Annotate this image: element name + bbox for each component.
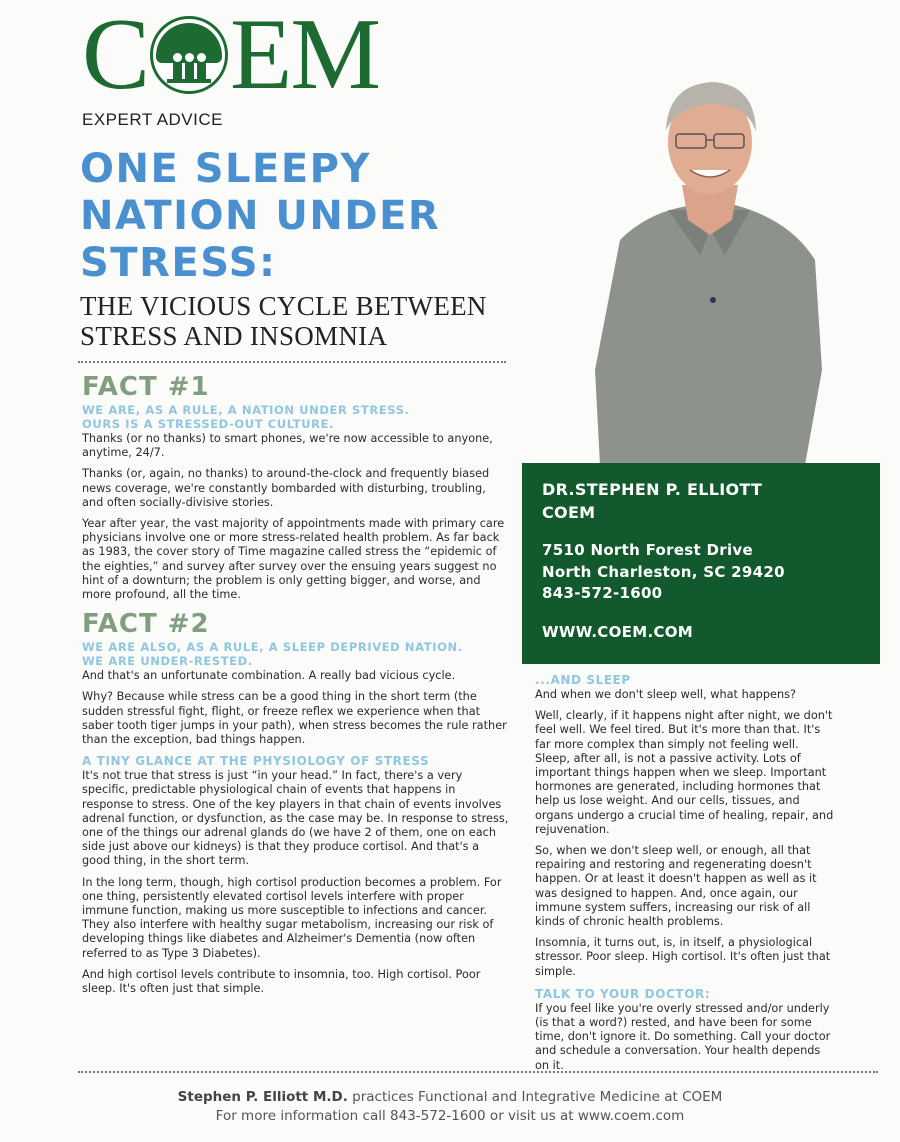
footer-line-1 (0, 1088, 900, 1107)
section-label: EXPERT ADVICE (82, 110, 223, 129)
paragraph: Why? Because while stress can be a good thing in the short term (the sudden stressful fight, flight, or freeze reflex we experience when that saber tooth tiger jumps in your path), when stress becomes the rule rather than the exception, bad things happen. (82, 690, 507, 747)
doctor-name: DR.STEPHEN P. ELLIOTT (542, 480, 763, 499)
fact2-heading: FACT #2 (82, 609, 210, 640)
kicker-line: WE ARE, AS A RULE, A NATION UNDER STRESS. (82, 403, 410, 417)
subtitle-line: THE VICIOUS CYCLE BETWEEN (80, 291, 487, 321)
address (542, 540, 860, 605)
doctor-portrait-photo (590, 70, 830, 465)
paragraph: So, when we don't sleep well, or enough, all that repairing and restoring and regenerating doesn't happen. Or at least it doesn't happen as well as it was designed to happen. And, once again, our immune system suffers, increasing our risk of all kinds of chronic health problems. (535, 844, 817, 929)
paragraph: And when we don't sleep well, what happens? (535, 688, 796, 701)
paragraph: Thanks (or no thanks) to smart phones, we're now accessible to anyone, anytime, 24/7. (82, 432, 493, 460)
title-line: ONE SLEEPY (80, 146, 371, 192)
organization-name: COEM (542, 503, 596, 522)
title-line: STRESS: (80, 240, 277, 286)
phone-number: 843-572-1600 (542, 584, 663, 602)
doctor-heading: TALK TO YOUR DOCTOR: (535, 986, 711, 1001)
footer (0, 1088, 900, 1126)
paragraph: In the long term, though, high cortisol production becomes a problem. For one thing, persistently elevated cortisol levels interfere with proper immune function, making us more susceptible to infections and cancer. They also interfere with healthy sugar metabolism, increasing our risk of developing things like diabetes and Alzheimer's Dementia (now often referred to as Type 3 Diabetes). (82, 875, 502, 960)
contact-card (522, 463, 880, 664)
title-line: NATION UNDER (80, 193, 441, 239)
website-link[interactable]: WWW.COEM.COM (542, 622, 694, 641)
footer-doctor-name: Stephen P. Elliott M.D. (177, 1089, 348, 1105)
physiology-body (82, 769, 510, 996)
logo-letters-em: EM (230, 0, 380, 111)
paragraph: Thanks (or, again, no thanks) to around-the-clock and frequently biased news coverage, we're constantly bombarded with disturbing, troubling, and often socially-divisive stories. (82, 467, 490, 509)
divider (78, 361, 506, 363)
kicker-line: WE ARE UNDER-RESTED. (82, 654, 253, 669)
address-line: North Charleston, SC 29420 (542, 562, 785, 581)
article-subtitle (80, 291, 487, 351)
logo-letter-c: C (82, 0, 149, 111)
paragraph: And that's an unfortunate combination. A really bad vicious cycle. (82, 669, 456, 683)
physiology-heading: A TINY GLANCE AT THE PHYSIOLOGY OF STRESS (82, 754, 430, 769)
paragraph: Well, clearly, if it happens night after night, we don't feel well. We feel tired. But it's more than that. It's far more complex than simply not feeling well. Sleep, after all, is not a passive activity. Lots of important things happen when we sleep. Important hormones are generated, including hormones that help us lose weight. And our cells, tissues, and organs undergo a crucial time of healing, repair, and rejuvenation. (535, 709, 834, 836)
coem-logo (82, 0, 380, 111)
footer-practice-text: practices Functional and Integrative Medicine at COEM (347, 1089, 723, 1105)
paragraph: Year after year, the vast majority of appointments made with primary care physicians involve one or more stress-related health problem. As far back as 1983, the cover story of Time magazine called stress the “epidemic of the eighties,” and survey after survey over the ensuing years suggest no hint of a downturn; the problem is only getting bigger, and worse, and more profound, all the time. (82, 517, 505, 602)
kicker-line: WE ARE ALSO, AS A RULE, A SLEEP DEPRIVED NATION. (82, 640, 463, 655)
address-line: 7510 North Forest Drive (542, 541, 753, 559)
footer-divider (78, 1071, 878, 1073)
kicker-line: OURS IS A STRESSED-OUT CULTURE. (82, 417, 335, 431)
paragraph: Insomnia, it turns out, is, in itself, a physiological stressor. Poor sleep. High cortisol. It's often just that simple. (535, 936, 831, 978)
tree-people-emblem-icon (150, 16, 228, 94)
fact1-kicker (82, 403, 510, 431)
footer-line-2: For more information call 843-572-1600 or visit us at www.coem.com (215, 1108, 685, 1124)
left-column (82, 372, 510, 1003)
fact1-body (82, 432, 510, 602)
paragraph: If you feel like you're overly stressed and/or underly (is that a word?) rested, and have been for some time, don't ignore it. Do something. Call your doctor and schedule a conversation. Your health depends on it. (535, 1001, 831, 1072)
fact2-body (82, 669, 510, 747)
article-title (80, 146, 440, 287)
sleep-heading: ...AND SLEEP (535, 673, 631, 687)
sleep-body (535, 688, 835, 979)
fact2-kicker (82, 640, 510, 668)
paragraph: And high cortisol levels contribute to insomnia, too. High cortisol. Poor sleep. It's often just that simple. (82, 967, 481, 996)
subtitle-line: STRESS AND INSOMNIA (80, 321, 388, 351)
right-column (535, 673, 835, 1080)
paragraph: It's not true that stress is just “in your head.” In fact, there's a very specific, predictable physiological chain of events that happens in response to stress. One of the key players in that chain of events involves adrenal function, or dysfunction, as the case may be. In response to stress, one of the things our adrenal glands do (we have 2 of them, one on each side just above our kidneys) is that they produce cortisol. And that's a good thing, in the short term. (82, 769, 509, 868)
fact1-heading: FACT #1 (82, 372, 210, 402)
doctor-body (535, 1002, 835, 1073)
